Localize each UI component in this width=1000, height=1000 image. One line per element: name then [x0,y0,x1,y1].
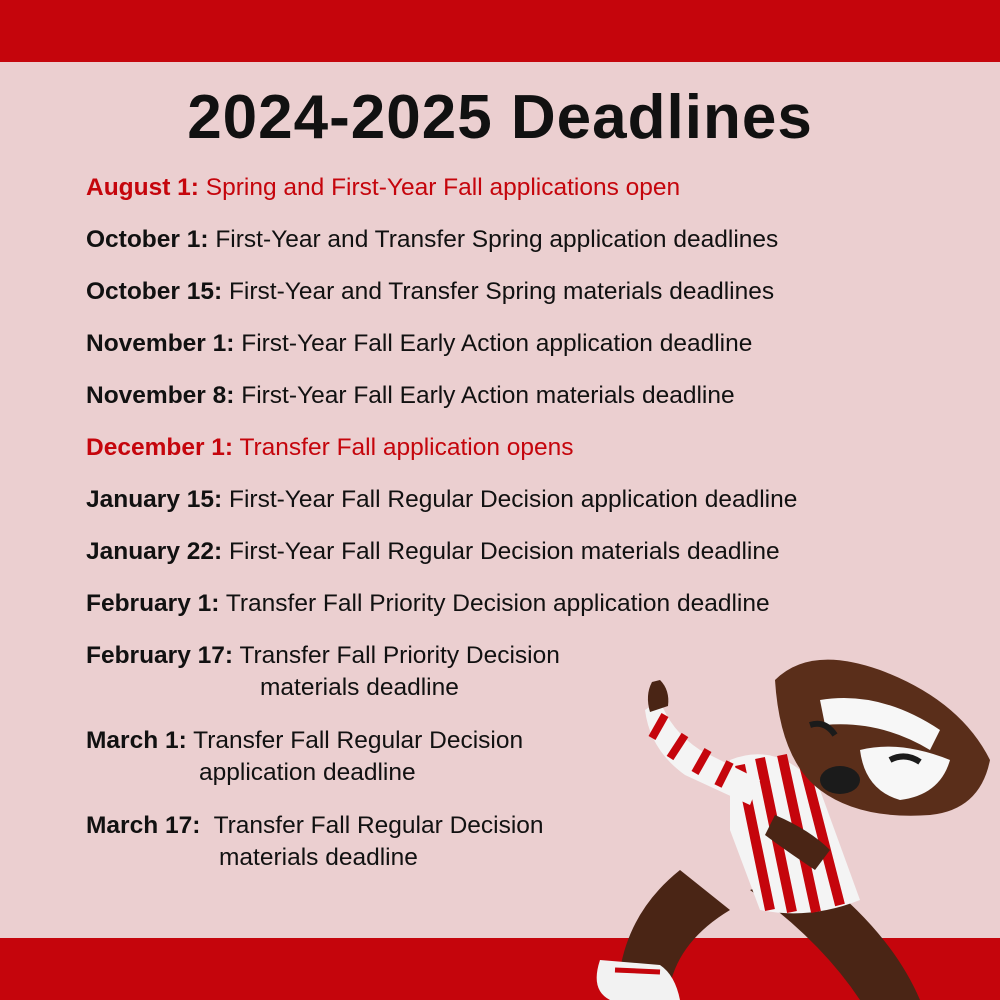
deadline-text-line2: materials deadline [260,674,459,701]
deadline-item [86,588,770,620]
deadline-text: Transfer Fall Regular Decision [193,727,524,754]
deadline-item [86,224,778,256]
deadline-text-line2: application deadline [199,759,416,786]
top-red-band [0,0,1000,62]
deadline-item [86,810,544,874]
deadline-date: January 15: [86,486,223,513]
deadline-text: First-Year and Transfer Spring materials deadlines [228,278,775,305]
deadline-item [86,276,774,308]
deadline-item [86,172,680,204]
badger-mascot-icon [560,640,1000,1000]
deadline-date: December 1: [86,434,234,461]
deadline-date: November 1: [86,330,235,357]
deadline-text: Spring and First-Year Fall applications open [205,174,681,201]
deadline-date: November 8: [86,382,235,409]
deadline-date: January 22: [86,538,223,565]
deadline-item [86,380,735,412]
deadline-date: March 17: [86,812,201,839]
deadline-date: October 15: [86,278,223,305]
deadline-date: February 1: [86,590,220,617]
deadline-date: August 1: [86,174,199,201]
deadline-date: March 1: [86,727,187,754]
deadline-item [86,328,752,360]
deadline-text: Transfer Fall application opens [239,434,574,461]
deadline-item [86,432,574,464]
deadline-text: First-Year and Transfer Spring application deadlines [215,226,779,253]
deadline-date: February 17: [86,642,234,669]
deadline-text: First-Year Fall Regular Decision application deadline [229,486,798,513]
deadline-text: First-Year Fall Regular Decision materials deadline [229,538,780,565]
deadline-text: First-Year Fall Early Action application deadline [241,330,753,357]
deadline-text: Transfer Fall Priority Decision [239,642,560,669]
deadline-item [86,640,560,704]
deadline-text-line2: materials deadline [219,844,418,871]
deadline-text: Transfer Fall Regular Decision [207,812,544,839]
deadline-text: Transfer Fall Priority Decision application deadline [225,590,770,617]
deadline-text: First-Year Fall Early Action materials deadline [241,382,735,409]
deadline-date: October 1: [86,226,209,253]
deadline-item [86,536,780,568]
page-title: 2024-2025 Deadlines [187,83,813,152]
deadline-item [86,484,797,516]
deadline-item [86,725,523,789]
